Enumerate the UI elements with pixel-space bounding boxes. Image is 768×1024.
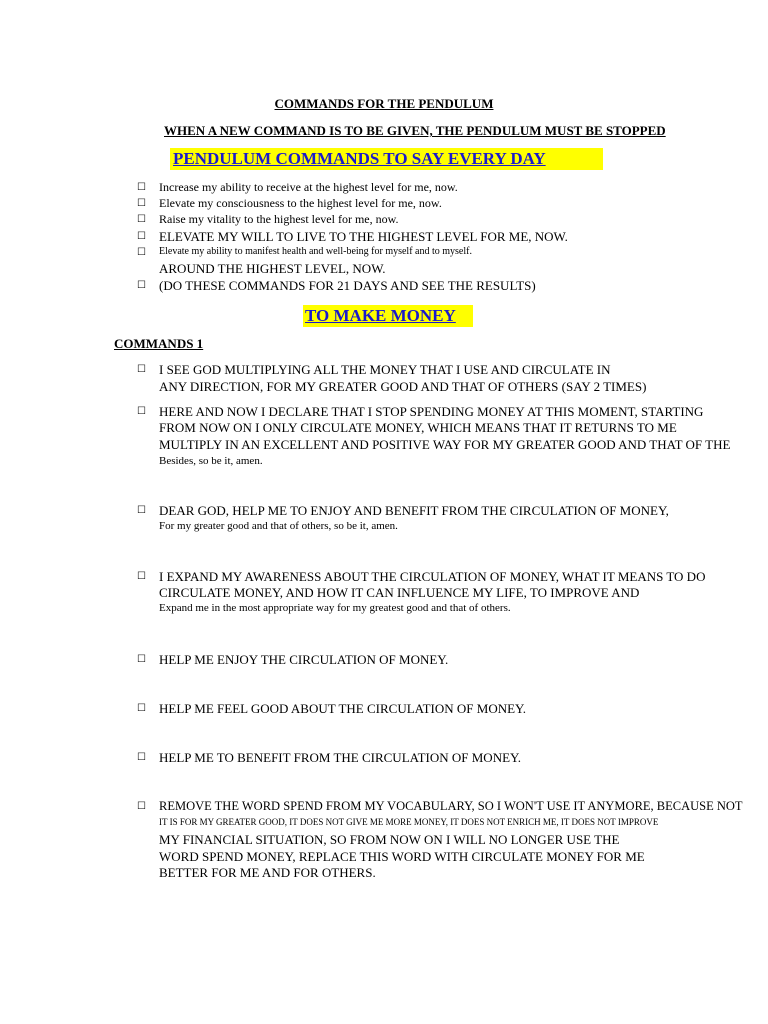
list-item-continuation: Expand me in the most appropriate way for my greatest good and that of others. (159, 602, 511, 614)
list-item: Raise my vitality to the highest level for me, now. (159, 212, 399, 226)
bullet-icon: ☐ (137, 198, 146, 209)
list-item-continuation: ANY DIRECTION, FOR MY GREATER GOOD AND THAT OF OTHERS (SAY 2 TIMES) (159, 379, 647, 394)
list-item: HELP ME FEEL GOOD ABOUT THE CIRCULATION OF MONEY. (159, 701, 527, 716)
bullet-icon: ☐ (137, 752, 146, 763)
list-item-continuation: IT IS FOR MY GREATER GOOD, IT DOES NOT GIVE ME MORE MONEY, IT DOES NOT ENRICH ME, IT DOES NOT IMPROVE (159, 817, 659, 827)
list-item: HELP ME ENJOY THE CIRCULATION OF MONEY. (159, 652, 449, 667)
section-heading: COMMANDS 1 (114, 336, 204, 351)
bullet-icon: ☐ (137, 571, 146, 582)
bullet-icon: ☐ (137, 364, 146, 375)
list-item-continuation: Besides, so be it, amen. (159, 455, 263, 467)
bullet-icon: ☐ (137, 654, 146, 665)
bullet-icon: ☐ (137, 703, 146, 714)
bullet-icon: ☐ (137, 247, 146, 258)
bullet-icon: ☐ (137, 505, 146, 516)
list-item: Increase my ability to receive at the highest level for me, now. (159, 180, 458, 194)
document-title: COMMANDS FOR THE PENDULUM (274, 96, 494, 111)
list-item: Elevate my ability to manifest health and well-being for myself and to myself. (159, 246, 472, 257)
bullet-icon: ☐ (137, 214, 146, 225)
bullet-icon: ☐ (137, 280, 146, 291)
list-item-continuation: AROUND THE HIGHEST LEVEL, NOW. (159, 261, 386, 276)
list-item: HERE AND NOW I DECLARE THAT I STOP SPENDING MONEY AT THIS MOMENT, STARTING (159, 404, 704, 419)
list-item-continuation: CIRCULATE MONEY, AND HOW IT CAN INFLUENCE MY LIFE, TO IMPROVE AND (159, 585, 640, 600)
list-item: REMOVE THE WORD SPEND FROM MY VOCABULARY, SO I WON'T USE IT ANYMORE, BECAUSE NOT (159, 799, 743, 813)
bullet-icon: ☐ (137, 231, 146, 242)
daily-commands-heading: PENDULUM COMMANDS TO SAY EVERY DAY (170, 148, 603, 170)
list-item: DEAR GOD, HELP ME TO ENJOY AND BENEFIT FROM THE CIRCULATION OF MONEY, (159, 503, 669, 518)
list-item: Elevate my consciousness to the highest level for me, now. (159, 196, 442, 210)
bullet-icon: ☐ (137, 801, 146, 812)
list-item-continuation: MULTIPLY IN AN EXCELLENT AND POSITIVE WAY FOR MY GREATER GOOD AND THAT OF THE (159, 437, 731, 452)
make-money-heading: TO MAKE MONEY (303, 305, 473, 327)
document-subtitle: WHEN A NEW COMMAND IS TO BE GIVEN, THE PENDULUM MUST BE STOPPED (164, 123, 666, 138)
bullet-icon: ☐ (137, 406, 146, 417)
list-item: HELP ME TO BENEFIT FROM THE CIRCULATION OF MONEY. (159, 750, 521, 765)
list-item-continuation: FROM NOW ON I ONLY CIRCULATE MONEY, WHICH MEANS THAT IT RETURNS TO ME (159, 420, 677, 435)
list-item: I SEE GOD MULTIPLYING ALL THE MONEY THAT I USE AND CIRCULATE IN (159, 362, 611, 377)
bullet-icon: ☐ (137, 182, 146, 193)
list-item-continuation: For my greater good and that of others, so be it, amen. (159, 520, 398, 532)
list-item: ELEVATE MY WILL TO LIVE TO THE HIGHEST LEVEL FOR ME, NOW. (159, 229, 568, 244)
list-item: (DO THESE COMMANDS FOR 21 DAYS AND SEE THE RESULTS) (159, 278, 536, 293)
list-item-continuation: MY FINANCIAL SITUATION, SO FROM NOW ON I WILL NO LONGER USE THE (159, 832, 620, 847)
list-item-continuation: BETTER FOR ME AND FOR OTHERS. (159, 865, 376, 880)
list-item-continuation: WORD SPEND MONEY, REPLACE THIS WORD WITH CIRCULATE MONEY FOR ME (159, 849, 645, 864)
list-item: I EXPAND MY AWARENESS ABOUT THE CIRCULATION OF MONEY, WHAT IT MEANS TO DO (159, 569, 706, 584)
